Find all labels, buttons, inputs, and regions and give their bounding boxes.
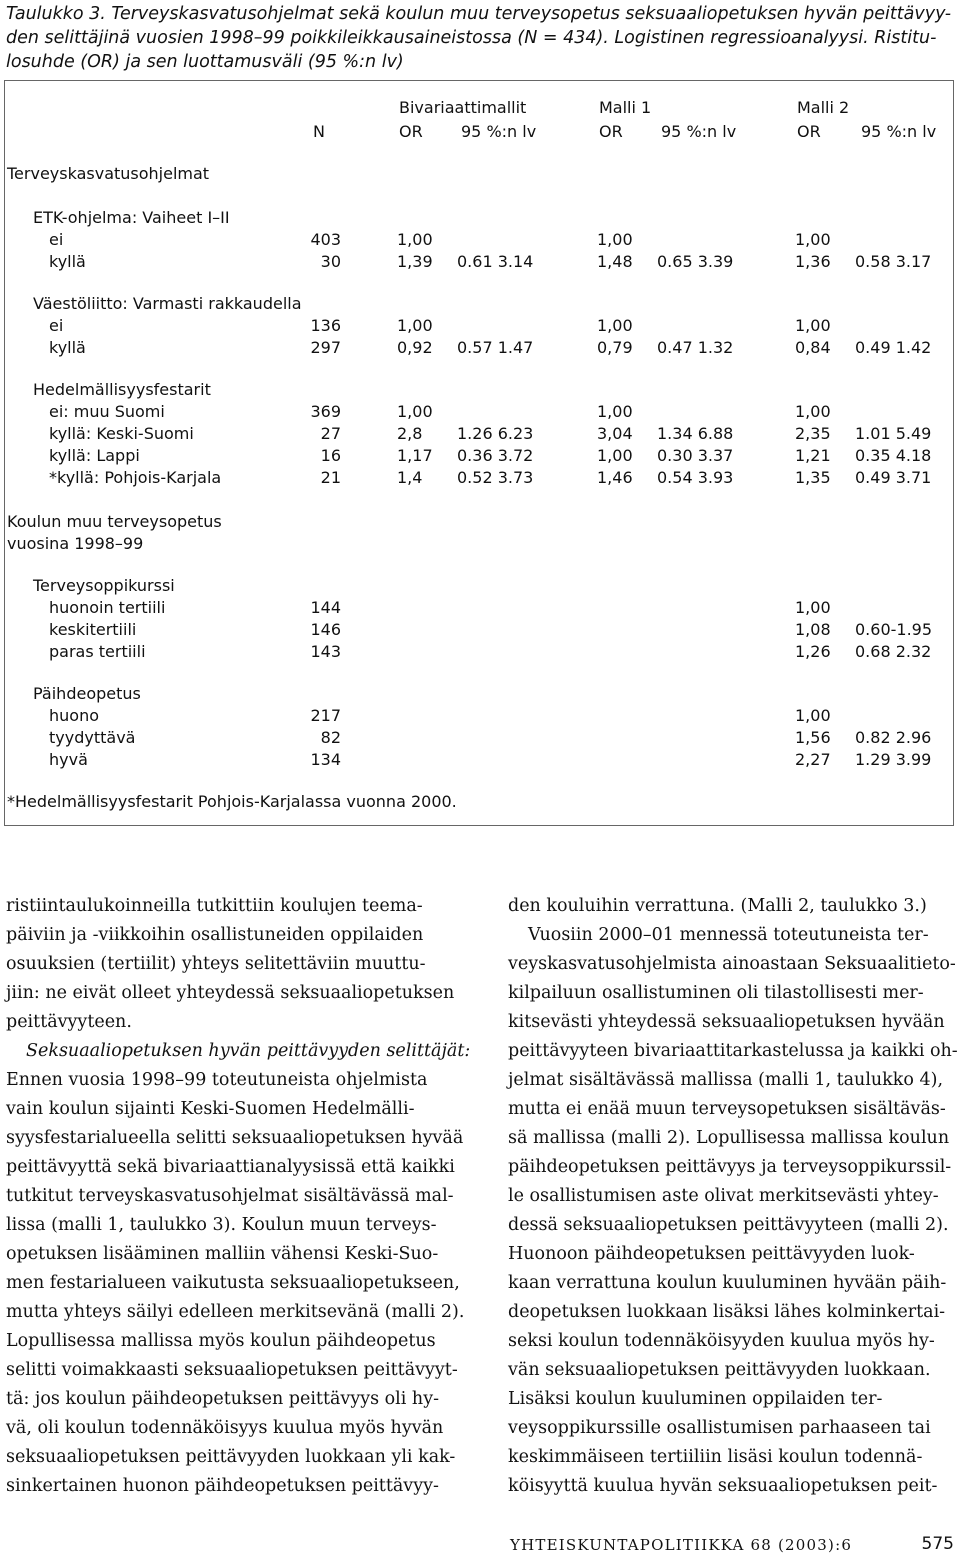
regression-table bbox=[4, 80, 954, 826]
text-line: mutta ei enää muun terveysopetuksen sisältäväs- bbox=[508, 1099, 946, 1119]
text-line: Lisäksi koulun kuuluminen oppilaiden ter- bbox=[508, 1389, 883, 1409]
text-line: Lopullisessa mallissa myös koulun päihdeopetus bbox=[6, 1331, 436, 1351]
group-title-row bbox=[5, 683, 953, 705]
cell-n: 21 bbox=[320, 468, 341, 487]
cell-ci: 0.35 4.18 bbox=[855, 446, 932, 465]
cell-n: 369 bbox=[310, 402, 341, 421]
text-line: mutta yhteys säilyi edelleen merkitsevänä (malli 2). bbox=[6, 1302, 465, 1322]
text-line: syysfestarialueella selitti seksuaaliopetuksen hyvää bbox=[6, 1128, 464, 1148]
cell-n: 136 bbox=[310, 316, 341, 335]
caption-line: den selittäjinä vuosien 1998–99 poikkileikkausaineistossa (N = 434). Logistinen regressioanalyysi. Ristitu- bbox=[6, 28, 937, 48]
text-line: dessä seksuaaliopetuksen peittävyyteen (malli 2). bbox=[508, 1215, 949, 1235]
caption-line: Taulukko 3. Terveyskasvatusohjelmat sekä koulun muu terveysopetus seksuaaliopetuksen hyvän peittävyy- bbox=[6, 4, 952, 24]
cell-ci: 0.30 3.37 bbox=[657, 446, 734, 465]
text-line: vä, oli koulun todennäköisyys kuulua myös hyvän bbox=[6, 1418, 444, 1438]
table-row bbox=[5, 641, 953, 663]
text-line: Ennen vuosia 1998–99 toteutuneista ohjelmista bbox=[6, 1070, 428, 1090]
cell-or: 1,4 bbox=[397, 468, 423, 487]
cell-ci: 0.65 3.39 bbox=[657, 252, 734, 271]
table-row bbox=[5, 229, 953, 251]
text-line: kilpailuun osallistuminen oli tilastollisesti mer- bbox=[508, 983, 924, 1003]
cell-or: 1,56 bbox=[795, 728, 831, 747]
cell-or: 1,48 bbox=[597, 252, 633, 271]
cell-n: 144 bbox=[310, 598, 341, 617]
table-row bbox=[5, 315, 953, 337]
text-line: Vuosiin 2000–01 mennessä toteutuneista ter- bbox=[528, 925, 929, 945]
cell-or: 2,8 bbox=[397, 424, 423, 443]
cell-ci: 0.36 3.72 bbox=[457, 446, 534, 465]
text-line: veyskasvatusohjelmista ainoastaan Seksuaalitieto- bbox=[508, 954, 956, 974]
cell-or: 1,00 bbox=[597, 230, 633, 249]
text-line: seksi koulun todennäköisyyden kuulua myös hy- bbox=[508, 1331, 935, 1351]
cell-or: 0,84 bbox=[795, 338, 831, 357]
text-line: lissa (malli 1, taulukko 3). Koulun muun terveys- bbox=[6, 1215, 437, 1235]
table-row bbox=[5, 467, 953, 489]
text-line: osuuksien (tertiilit) yhteys selitettäviin muuttu- bbox=[6, 954, 426, 974]
cell-or: 1,46 bbox=[597, 468, 633, 487]
text-line: keskimmäiseen tertiiliin lisäsi koulun todennä- bbox=[508, 1447, 923, 1467]
table-row bbox=[5, 445, 953, 467]
cell-or: 1,36 bbox=[795, 252, 831, 271]
text-line: Huonoon päihdeopetuksen peittävyyden luok- bbox=[508, 1244, 915, 1264]
cell-or: 2,35 bbox=[795, 424, 831, 443]
row-label: ei bbox=[49, 230, 64, 249]
row-label: keskitertiili bbox=[49, 620, 137, 639]
group-title: Päihdeopetus bbox=[33, 684, 141, 703]
text-line: vain koulun sijainti Keski-Suomen Hedelmälli- bbox=[6, 1099, 415, 1119]
col-header-or: OR bbox=[399, 122, 423, 141]
col-header-ci: 95 %:n lv bbox=[461, 122, 537, 141]
cell-or: 2,27 bbox=[795, 750, 831, 769]
cell-or: 1,00 bbox=[397, 402, 433, 421]
text-line: kaan verrattuna koulun kuuluminen hyvään päih- bbox=[508, 1273, 947, 1293]
page-footer bbox=[510, 1534, 956, 1556]
cell-or: 1,00 bbox=[795, 316, 831, 335]
text-line: sä mallissa (malli 2). Lopullisessa mallissa koulun bbox=[508, 1128, 950, 1148]
col-header-ci: 95 %:n lv bbox=[861, 122, 937, 141]
cell-ci: 0.58 3.17 bbox=[855, 252, 932, 271]
text-line: opetuksen lisääminen malliin vähensi Keski-Suo- bbox=[6, 1244, 439, 1264]
group-title: Terveysoppikurssi bbox=[33, 576, 175, 595]
row-label: huonoin tertiili bbox=[49, 598, 166, 617]
cell-ci: 1.29 3.99 bbox=[855, 750, 932, 769]
table-caption bbox=[6, 2, 954, 74]
row-label: kyllä bbox=[49, 252, 86, 271]
section-title: vuosina 1998–99 bbox=[7, 534, 144, 553]
cell-ci: 0.54 3.93 bbox=[657, 468, 734, 487]
group-header-model2: Malli 2 bbox=[797, 98, 850, 117]
text-line: veysoppikurssille osallistumisen parhaaseen tai bbox=[508, 1418, 931, 1438]
cell-n: 297 bbox=[310, 338, 341, 357]
text-line: tä: jos koulun päihdeopetuksen peittävyys oli hy- bbox=[6, 1389, 439, 1409]
caption-line: losuhde (OR) ja sen luottamusväli (95 %:n lv) bbox=[6, 52, 404, 72]
row-label: ei: muu Suomi bbox=[49, 402, 165, 421]
row-label: paras tertiili bbox=[49, 642, 146, 661]
journal-name: YHTEISKUNTAPOLITIIKKA 68 (2003):6 bbox=[510, 1536, 853, 1554]
cell-or: 1,00 bbox=[795, 402, 831, 421]
text-line: kitsevästi yhteydessä seksuaaliopetuksen hyvään bbox=[508, 1012, 945, 1032]
body-column-right bbox=[508, 892, 956, 1501]
text-line: ristiintaulukoinneilla tutkittiin koulujen teema- bbox=[6, 896, 423, 916]
cell-or: 1,00 bbox=[795, 706, 831, 725]
group-header-bivariate: Bivariaattimallit bbox=[399, 98, 527, 117]
col-header-or: OR bbox=[797, 122, 821, 141]
text-line: sinkertainen huonon päihdeopetuksen peittävyy- bbox=[6, 1476, 439, 1496]
col-header-ci: 95 %:n lv bbox=[661, 122, 737, 141]
section-heading bbox=[5, 163, 953, 185]
text-line: seksuaaliopetuksen peittävyyden luokkaan yli kak- bbox=[6, 1447, 456, 1467]
group-header-model1: Malli 1 bbox=[599, 98, 652, 117]
cell-ci: 0.47 1.32 bbox=[657, 338, 734, 357]
table-row bbox=[5, 401, 953, 423]
cell-n: 403 bbox=[310, 230, 341, 249]
row-label: ei bbox=[49, 316, 64, 335]
text-line: köisyyttä kuulua hyvän seksuaaliopetuksen peit- bbox=[508, 1476, 938, 1496]
group-title-row bbox=[5, 379, 953, 401]
cell-or: 1,21 bbox=[795, 446, 831, 465]
cell-or: 1,00 bbox=[397, 316, 433, 335]
subheading-line: Seksuaaliopetuksen hyvän peittävyyden selittäjät: bbox=[26, 1041, 471, 1061]
col-header-n: N bbox=[313, 122, 325, 141]
cell-ci: 0.60-1.95 bbox=[855, 620, 933, 639]
text-line: men festarialueen vaikutusta seksuaaliopetukseen, bbox=[6, 1273, 460, 1293]
cell-ci: 1.34 6.88 bbox=[657, 424, 734, 443]
row-label: *kyllä: Pohjois-Karjala bbox=[49, 468, 222, 487]
cell-or: 1,39 bbox=[397, 252, 433, 271]
row-label: tyydyttävä bbox=[49, 728, 136, 747]
cell-n: 82 bbox=[320, 728, 341, 747]
cell-or: 1,00 bbox=[795, 230, 831, 249]
row-label: kyllä: Keski-Suomi bbox=[49, 424, 194, 443]
cell-ci: 0.61 3.14 bbox=[457, 252, 534, 271]
text-line: peittävyyttä sekä bivariaattianalyysissä että kaikki bbox=[6, 1157, 455, 1177]
cell-or: 1,00 bbox=[795, 598, 831, 617]
cell-n: 134 bbox=[310, 750, 341, 769]
cell-n: 27 bbox=[320, 424, 341, 443]
group-title: Hedelmällisyysfestarit bbox=[33, 380, 211, 399]
cell-ci: 1.26 6.23 bbox=[457, 424, 534, 443]
group-title: Väestöliitto: Varmasti rakkaudella bbox=[33, 294, 302, 313]
group-title: ETK-ohjelma: Vaiheet I–II bbox=[33, 208, 230, 227]
section-heading bbox=[5, 511, 953, 533]
text-line: peittävyyteen bivariaattitarkastelussa ja kaikki oh- bbox=[508, 1041, 958, 1061]
cell-ci: 0.82 2.96 bbox=[855, 728, 932, 747]
row-label: huono bbox=[49, 706, 99, 725]
table-row bbox=[5, 423, 953, 445]
section-title: Terveyskasvatusohjelmat bbox=[7, 164, 210, 183]
text-line: päihdeopetuksen peittävyys ja terveysoppikurssil- bbox=[508, 1157, 952, 1177]
text-line: jelmat sisältävässä mallissa (malli 1, taulukko 4), bbox=[508, 1070, 944, 1090]
column-header-row bbox=[5, 121, 953, 143]
row-label: kyllä: Lappi bbox=[49, 446, 140, 465]
cell-n: 30 bbox=[320, 252, 341, 271]
cell-or: 3,04 bbox=[597, 424, 633, 443]
cell-ci: 0.49 3.71 bbox=[855, 468, 932, 487]
group-header-row bbox=[5, 97, 953, 119]
table-row bbox=[5, 597, 953, 619]
col-header-or: OR bbox=[599, 122, 623, 141]
table-row bbox=[5, 619, 953, 641]
table-row bbox=[5, 705, 953, 727]
text-line: tutkitut terveyskasvatusohjelmat sisältävässä mal- bbox=[6, 1186, 454, 1206]
cell-ci: 0.49 1.42 bbox=[855, 338, 932, 357]
table-row bbox=[5, 727, 953, 749]
group-title-row bbox=[5, 575, 953, 597]
cell-ci: 1.01 5.49 bbox=[855, 424, 932, 443]
cell-or: 1,00 bbox=[597, 316, 633, 335]
table-row bbox=[5, 337, 953, 359]
text-line: selitti voimakkaasti seksuaaliopetuksen peittävyyt- bbox=[6, 1360, 458, 1380]
row-label: hyvä bbox=[49, 750, 88, 769]
group-title-row bbox=[5, 207, 953, 229]
table-row bbox=[5, 749, 953, 771]
cell-or: 1,26 bbox=[795, 642, 831, 661]
text-line: jiin: ne eivät olleet yhteydessä seksuaaliopetuksen bbox=[6, 983, 455, 1003]
section-title: Koulun muu terveysopetus bbox=[7, 512, 222, 531]
cell-or: 0,92 bbox=[397, 338, 433, 357]
cell-ci: 0.68 2.32 bbox=[855, 642, 932, 661]
page-number: 575 bbox=[921, 1534, 954, 1554]
cell-n: 217 bbox=[310, 706, 341, 725]
cell-or: 1,00 bbox=[597, 402, 633, 421]
text-line: le osallistumisen aste olivat merkitsevästi yhtey- bbox=[508, 1186, 939, 1206]
text-line: peittävyyteen. bbox=[6, 1012, 132, 1032]
row-label: kyllä bbox=[49, 338, 86, 357]
cell-or: 1,35 bbox=[795, 468, 831, 487]
cell-or: 0,79 bbox=[597, 338, 633, 357]
cell-or: 1,08 bbox=[795, 620, 831, 639]
table-row bbox=[5, 251, 953, 273]
cell-n: 143 bbox=[310, 642, 341, 661]
cell-n: 146 bbox=[310, 620, 341, 639]
cell-or: 1,00 bbox=[597, 446, 633, 465]
body-column-left bbox=[6, 892, 471, 1501]
text-line: deopetuksen luokkaan lisäksi lähes kolminkertai- bbox=[508, 1302, 946, 1322]
cell-n: 16 bbox=[320, 446, 341, 465]
text-line: den kouluihin verrattuna. (Malli 2, taulukko 3.) bbox=[508, 896, 927, 916]
text-line: päiviin ja -viikkoihin osallistuneiden oppilaiden bbox=[6, 925, 424, 945]
footnote-row bbox=[5, 791, 953, 813]
group-title-row bbox=[5, 293, 953, 315]
section-heading bbox=[5, 533, 953, 555]
cell-ci: 0.57 1.47 bbox=[457, 338, 534, 357]
text-line: vän seksuaaliopetuksen peittävyyden luokkaan. bbox=[508, 1360, 931, 1380]
cell-ci: 0.52 3.73 bbox=[457, 468, 534, 487]
cell-or: 1,00 bbox=[397, 230, 433, 249]
table-footnote: *Hedelmällisyysfestarit Pohjois-Karjalassa vuonna 2000. bbox=[7, 792, 457, 811]
cell-or: 1,17 bbox=[397, 446, 433, 465]
